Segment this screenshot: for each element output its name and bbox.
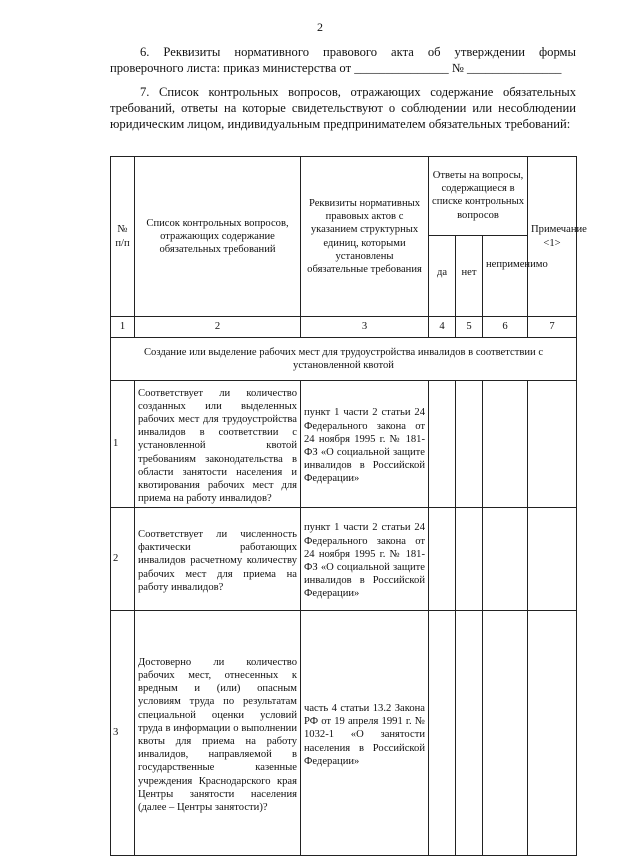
table-row xyxy=(111,381,577,508)
column-number: 7 xyxy=(528,317,577,338)
row-reference: часть 4 статьи 13.2 Закона РФ от 19 апреля 1991 г. № 1032-1 «О занятости населения в Российской Федерации» xyxy=(301,611,429,856)
header-requisites: Реквизиты нормативных правовых актов с указанием структурных единиц, которыми установлены обязательные требования xyxy=(301,157,429,317)
row-reference: пункт 1 части 2 статьи 24 Федерального закона от 24 ноября 1995 г. № 181-ФЗ «О социальной защите инвалидов в Российской Федерации» xyxy=(301,381,429,508)
answer-no-cell[interactable] xyxy=(456,381,483,508)
row-question: Соответствует ли численность фактически работающих инвалидов расчетному количеству рабочих мест для приема на работу инвалидов? xyxy=(135,508,301,611)
answer-na-cell[interactable] xyxy=(483,611,528,856)
column-number: 1 xyxy=(111,317,135,338)
answer-yes-cell[interactable] xyxy=(429,611,456,856)
paragraph-7-text: 7. Список контрольных вопросов, отражающих содержание обязательных требований, ответы на которые свидетельствуют о соблюдении или несоблюдении юридическим лицом, индивидуальным предпринимателем обязательных требований: xyxy=(110,85,576,131)
header-row xyxy=(111,157,577,236)
column-number: 3 xyxy=(301,317,429,338)
answer-yes-cell[interactable] xyxy=(429,381,456,508)
paragraph-7 xyxy=(110,84,576,132)
paragraph-6-text: 6. Реквизиты нормативного правового акта об утверждении формы проверочного листа: приказ министерства от _______________ № _______________ xyxy=(110,45,576,75)
column-number: 4 xyxy=(429,317,456,338)
note-cell[interactable] xyxy=(528,611,577,856)
header-yes: да xyxy=(429,236,456,317)
column-number-row xyxy=(111,317,577,338)
header-no: нет xyxy=(456,236,483,317)
row-question: Соответствует ли количество созданных или выделенных рабочих мест для трудоустройства инвалидов в соответствии с установленной квотой требованиям законодательства в области занятости населения и квотирования рабочих мест для приема на работу инвалидов? xyxy=(135,381,301,508)
answer-no-cell[interactable] xyxy=(456,508,483,611)
header-answers: Ответы на вопросы, содержащиеся в списке контрольных вопросов xyxy=(429,157,528,236)
column-number: 6 xyxy=(483,317,528,338)
row-number: 3 xyxy=(111,611,135,856)
row-number: 1 xyxy=(111,381,135,508)
header-note: Примечание <1> xyxy=(528,157,577,317)
answer-na-cell[interactable] xyxy=(483,381,528,508)
answer-no-cell[interactable] xyxy=(456,611,483,856)
section-title: Создание или выделение рабочих мест для трудоустройства инвалидов в соответствии с установленной квотой xyxy=(111,338,577,381)
column-number: 5 xyxy=(456,317,483,338)
header-num: № п/п xyxy=(111,157,135,317)
paragraph-6 xyxy=(110,44,576,76)
page-number: 2 xyxy=(317,20,323,34)
row-number: 2 xyxy=(111,508,135,611)
header-questions: Список контрольных вопросов, отражающих содержание обязательных требований xyxy=(135,157,301,317)
note-cell[interactable] xyxy=(528,508,577,611)
row-reference: пункт 1 части 2 статьи 24 Федерального закона от 24 ноября 1995 г. № 181-ФЗ «О социальной защите инвалидов в Российской Федерации» xyxy=(301,508,429,611)
header-na: неприменимо xyxy=(483,236,528,317)
row-question: Достоверно ли количество рабочих мест, отнесенных к вредным и (или) опасным условиям труда по результатам специальной оценки условий труда в информации о выполнении квоты для приема на работу инвалидов, направляемой в государственные казенные учреждения Краснодарского края Центры занятости населения (далее – Центры занятости)? xyxy=(135,611,301,856)
column-number: 2 xyxy=(135,317,301,338)
table-row xyxy=(111,611,577,856)
note-cell[interactable] xyxy=(528,381,577,508)
checklist-table xyxy=(110,156,587,856)
table-row xyxy=(111,508,577,611)
answer-na-cell[interactable] xyxy=(483,508,528,611)
section-row xyxy=(111,338,577,381)
answer-yes-cell[interactable] xyxy=(429,508,456,611)
